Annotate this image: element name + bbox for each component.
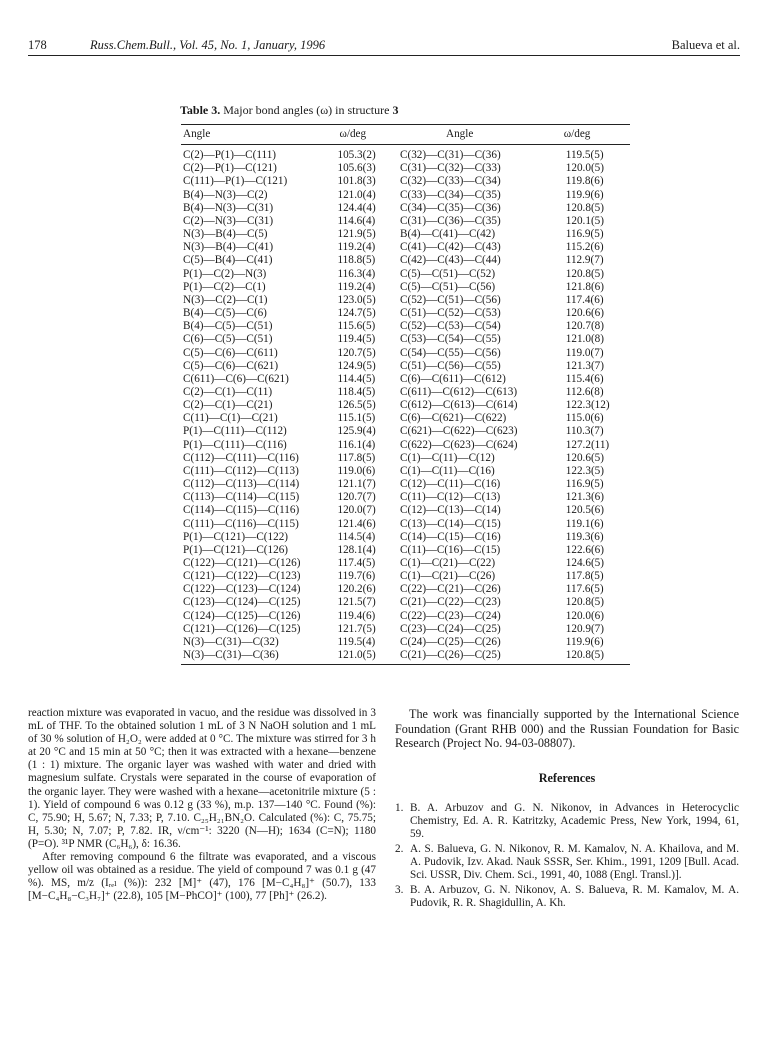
angle-cell: C(622)—C(623)—C(624): [400, 438, 518, 451]
angle-value-cell: 120.6(5): [565, 451, 604, 464]
angle-cell: C(121)—C(122)—C(123): [183, 570, 301, 583]
angle-value-cell: 116.3(4): [337, 267, 376, 280]
table-row: [398, 189, 630, 202]
angle-cell: B(4)—C(5)—C(6): [183, 307, 267, 320]
table-caption-label: Table 3.: [180, 103, 221, 117]
angle-value-cell: 117.8(5): [565, 570, 604, 583]
angle-cell: C(611)—C(6)—C(621): [183, 372, 289, 385]
running-authors: [672, 38, 740, 53]
table-row: [398, 254, 630, 267]
angle-value-cell: 120.9(7): [565, 622, 604, 635]
angle-value-cell: 120.8(5): [548, 649, 630, 665]
angle-value-cell: 105.6(3): [337, 162, 376, 175]
table-row: [398, 583, 630, 596]
angle-value-cell: 119.0(7): [565, 346, 604, 359]
angle-value-cell: 119.1(6): [565, 517, 604, 530]
angle-cell: P(1)—C(121)—C(126): [183, 543, 289, 556]
table-row: [398, 228, 630, 241]
angle-value-cell: 116.9(5): [565, 478, 604, 491]
angle-value-cell: 120.7(7): [337, 491, 376, 504]
table-row: [181, 307, 413, 320]
table-row: [398, 145, 630, 163]
angle-value-cell: 122.3(5): [565, 464, 604, 477]
table-row: [398, 596, 630, 609]
angle-cell: N(3)—C(2)—C(1): [183, 293, 268, 306]
angle-value-cell: 101.8(3): [337, 175, 376, 188]
table-row: [398, 386, 630, 399]
table-caption-text: Major bond angles (ω) in structure: [220, 103, 393, 117]
angle-cell: B(4)—N(3)—C(2): [183, 188, 268, 201]
angle-value-cell: 126.5(5): [337, 399, 376, 412]
table-row: [398, 478, 630, 491]
angle-value-cell: 120.7(8): [565, 320, 604, 333]
angle-cell: C(23)—C(24)—C(25): [400, 622, 501, 635]
table-row: [181, 491, 413, 504]
angle-value-cell: 115.2(6): [565, 241, 604, 254]
table-row: [181, 623, 413, 636]
angle-cell: C(5)—B(4)—C(41): [183, 254, 273, 267]
angle-cell: C(112)—C(111)—C(116): [183, 451, 299, 464]
table-row: [398, 333, 630, 346]
reference-item: [395, 802, 739, 841]
angle-value-cell: 119.3(6): [565, 530, 604, 543]
body-text-left: [28, 707, 376, 903]
angle-cell: B(4)—C(5)—C(51): [183, 320, 273, 333]
column-header-angle: Angle: [181, 125, 317, 145]
table-row: [181, 570, 413, 583]
angle-value-cell: 122.6(6): [565, 543, 604, 556]
table-header-row: [181, 125, 413, 145]
angle-cell: C(5)—C(6)—C(621): [183, 359, 279, 372]
table-row: [398, 636, 630, 649]
angle-value-cell: 123.0(5): [337, 293, 376, 306]
column-header-angle: Angle: [398, 125, 548, 145]
table-row: [181, 215, 413, 228]
body-paragraph: reaction mixture was evaporated in vacuo, and the residue was dissolved in 3 mL of THF. To the obtained solution 1 mL of 3 N NaOH solution and 1 mL of 30 % solution of H₂O₂ were added at 0 °C. The mixture was stirred for 3 h at 20 °C and 15 min at 50 °C; then it was extracted with a hexane—benzene (1 : 1) mixture. The organic layer was washed with water and dried with magnesium sulfate. Crystals were separated in the course of evaporation of the organic layer. They were washed with a hexane—acetonitrile mixture (5 : 1). Yield of compound 6 was 0.12 g (33 %), m.p. 137—140 °C. Found (%): C, 75.90; H, 5.67; N, 7.33; P, 7.10. C₂₅H₂₁BN₂O. Calculated (%): C, 75.75; H, 5.30; N, 7.07; P, 7.82. IR, ν/cm⁻¹: 3220 (N—H); 1634 (C=N); 1180 (P=O). ³¹P NMR (C₆H₆), δ: 16.36.: [28, 707, 376, 850]
angle-cell: C(2)—P(1)—C(111): [183, 149, 277, 162]
angle-cell: C(612)—C(613)—C(614): [400, 399, 518, 412]
table-row: [398, 531, 630, 544]
angle-cell: B(4)—C(41)—C(42): [400, 228, 496, 241]
angle-cell: P(1)—C(2)—N(3): [183, 267, 267, 280]
table-row: [181, 583, 413, 596]
angle-cell: C(122)—C(121)—C(126): [183, 557, 301, 569]
table-row: [398, 215, 630, 228]
angle-value-cell: 114.4(5): [337, 372, 376, 385]
table-row: [181, 610, 413, 623]
angle-value-cell: 112.6(8): [565, 385, 604, 398]
journal-citation: Russ.Chem.Bull., Vol. 45, No. 1, January, 1996: [90, 38, 326, 52]
angle-value-cell: 121.4(6): [337, 517, 376, 530]
angle-cell: C(124)—C(125)—C(126): [183, 609, 301, 622]
angle-value-cell: 120.5(6): [565, 504, 604, 517]
angle-cell: N(3)—B(4)—C(5): [183, 228, 268, 241]
table-row: [398, 373, 630, 386]
table-row: [181, 636, 413, 649]
table-row: [398, 399, 630, 412]
angle-cell: C(32)—C(31)—C(36): [400, 149, 501, 162]
angle-value-cell: 120.8(5): [565, 201, 604, 214]
angle-value-cell: 120.0(6): [565, 609, 604, 622]
table-row: [398, 439, 630, 452]
bond-angle-table-right: [398, 124, 630, 665]
angle-cell: C(53)—C(54)—C(55): [400, 333, 501, 346]
angle-value-cell: 119.2(4): [337, 280, 376, 293]
angle-cell: C(51)—C(56)—C(55): [400, 359, 501, 372]
page-number: 178: [28, 38, 47, 52]
angle-value-cell: 118.8(5): [337, 254, 376, 267]
angle-cell: C(52)—C(51)—C(56): [400, 293, 501, 306]
angle-value-cell: 116.9(5): [565, 228, 604, 241]
angle-cell: C(121)—C(126)—C(125): [183, 622, 301, 635]
table-row: [181, 162, 413, 175]
angle-cell: C(12)—C(13)—C(14): [400, 504, 501, 517]
angle-cell: C(6)—C(5)—C(51): [183, 333, 273, 346]
table-row: [398, 202, 630, 215]
angle-cell: C(611)—C(612)—C(613): [400, 385, 518, 398]
angle-cell: C(1)—C(21)—C(22): [400, 557, 496, 569]
angle-cell: C(1)—C(11)—C(12): [400, 451, 495, 464]
angle-value-cell: 120.2(6): [337, 583, 376, 596]
table-row: [181, 478, 413, 491]
angle-value-cell: 119.0(6): [337, 464, 376, 477]
angle-value-cell: 121.7(5): [337, 622, 376, 635]
angle-value-cell: 119.9(6): [565, 188, 604, 201]
angle-cell: C(54)—C(55)—C(56): [400, 346, 501, 359]
angle-value-cell: 119.8(6): [565, 175, 604, 188]
angle-cell: C(114)—C(115)—C(116): [183, 504, 300, 517]
table-row: [181, 294, 413, 307]
table-row: [398, 557, 630, 570]
angle-cell: C(11)—C(12)—C(13): [400, 491, 501, 504]
angle-cell: C(112)—C(113)—C(114): [183, 478, 300, 491]
angle-cell: C(11)—C(16)—C(15): [400, 543, 501, 556]
table-row: [398, 570, 630, 583]
angle-cell: P(1)—C(111)—C(112): [183, 425, 287, 438]
table-row: [181, 241, 413, 254]
angle-value-cell: 115.4(6): [565, 372, 604, 385]
table-row: [181, 320, 413, 333]
bond-angle-table-left: [181, 124, 413, 665]
column-header-deg: ω/deg: [548, 125, 630, 145]
references-heading: References: [538, 770, 596, 785]
angle-value-cell: 120.0(7): [337, 504, 376, 517]
reference-number: 1.: [395, 801, 404, 814]
table-row: [398, 544, 630, 557]
table-row: [398, 623, 630, 636]
table-row: [181, 649, 413, 665]
angle-value-cell: 124.7(5): [337, 307, 376, 320]
table-row: [181, 202, 413, 215]
angle-value-cell: 120.1(5): [565, 214, 604, 227]
body-text-right: [395, 707, 739, 913]
angle-cell: C(1)—C(21)—C(26): [400, 570, 496, 583]
angle-cell: C(5)—C(6)—C(611): [183, 346, 278, 359]
angle-value-cell: 117.6(5): [565, 583, 604, 596]
angle-value-cell: 121.0(5): [317, 649, 413, 665]
angle-value-cell: 120.0(5): [565, 162, 604, 175]
angle-cell: C(42)—C(43)—C(44): [400, 254, 501, 267]
angle-value-cell: 121.5(7): [337, 596, 376, 609]
angle-value-cell: 124.9(5): [337, 359, 376, 372]
table-row: [398, 307, 630, 320]
angle-value-cell: 119.5(5): [565, 149, 604, 162]
table-row: [398, 504, 630, 517]
angle-cell: C(2)—N(3)—C(31): [183, 214, 274, 227]
angle-value-cell: 119.7(6): [337, 570, 376, 583]
table-row: [181, 360, 413, 373]
angle-cell: N(3)—C(31)—C(32): [183, 635, 279, 648]
table-caption: [180, 103, 398, 118]
angle-cell: C(2)—C(1)—C(21): [183, 399, 273, 412]
angle-value-cell: 119.4(6): [337, 609, 376, 622]
angle-cell: C(51)—C(52)—C(53): [400, 307, 501, 320]
angle-value-cell: 115.6(5): [337, 320, 376, 333]
angle-value-cell: 121.0(8): [565, 333, 604, 346]
angle-value-cell: 117.4(5): [337, 557, 376, 569]
table-row: [181, 347, 413, 360]
table-row: [181, 465, 413, 478]
angle-value-cell: 120.8(5): [565, 267, 604, 280]
angle-cell: C(6)—C(611)—C(612): [400, 372, 506, 385]
table-row: [181, 386, 413, 399]
table-row: [398, 518, 630, 531]
reference-text: B. A. Arbuzov, G. N. Nikonov, A. S. Balueva, R. M. Kamalov, M. A. Pudovik, R. R. Shagidullin, A. Kh.: [410, 884, 739, 910]
angle-cell: C(13)—C(14)—C(15): [400, 517, 501, 530]
angle-cell: C(32)—C(33)—C(34): [400, 175, 501, 188]
table-row: [398, 347, 630, 360]
table-row: [181, 145, 413, 163]
angle-cell: B(4)—N(3)—C(31): [183, 201, 274, 214]
angle-value-cell: 105.3(2): [337, 149, 376, 162]
acknowledgment: The work was financially supported by the International Science Foundation (Grant RHB 000) and the Russian Foundation for Basic Research (Project No. 94-03-08807).: [395, 707, 739, 751]
angle-cell: C(31)—C(36)—C(35): [400, 214, 501, 227]
angle-cell: C(22)—C(21)—C(26): [400, 583, 501, 596]
angle-cell: C(111)—C(112)—C(113): [183, 464, 299, 477]
angle-cell: C(21)—C(26)—C(25): [398, 649, 548, 665]
angle-cell: C(34)—C(35)—C(36): [400, 201, 501, 214]
table-header-row: [398, 125, 630, 145]
table-row: [181, 333, 413, 346]
table-row: [181, 452, 413, 465]
table-row: [398, 649, 630, 665]
angle-cell: N(3)—B(4)—C(41): [183, 241, 274, 254]
angle-cell: P(1)—C(111)—C(116): [183, 438, 287, 451]
angle-cell: C(21)—C(22)—C(23): [400, 596, 501, 609]
angle-value-cell: 121.8(6): [565, 280, 604, 293]
table-row: [181, 281, 413, 294]
angle-cell: C(1)—C(11)—C(16): [400, 464, 495, 477]
angle-value-cell: 119.5(4): [337, 635, 376, 648]
angle-cell: C(22)—C(23)—C(24): [400, 609, 501, 622]
angle-value-cell: 115.1(5): [337, 412, 376, 425]
angle-value-cell: 128.1(4): [337, 543, 376, 556]
angle-value-cell: 125.9(4): [337, 425, 376, 438]
header-rule: [28, 55, 740, 56]
table-row: [398, 241, 630, 254]
angle-value-cell: 117.4(6): [565, 293, 604, 306]
angle-cell: C(123)—C(124)—C(125): [183, 596, 301, 609]
angle-cell: P(1)—C(2)—C(1): [183, 280, 266, 293]
table-row: [398, 465, 630, 478]
table-row: [181, 518, 413, 531]
angle-cell: P(1)—C(121)—C(122): [183, 530, 289, 543]
angle-cell: C(111)—C(116)—C(115): [183, 517, 299, 530]
angle-value-cell: 112.9(7): [565, 254, 604, 267]
angle-value-cell: 127.2(11): [565, 438, 610, 451]
reference-item: [395, 843, 739, 882]
table-row: [398, 452, 630, 465]
table-row: [181, 268, 413, 281]
table-row: [181, 254, 413, 267]
table-row: [181, 399, 413, 412]
angle-cell: C(2)—P(1)—C(121): [183, 162, 277, 175]
angle-value-cell: 120.7(5): [337, 346, 376, 359]
table-row: [181, 544, 413, 557]
angle-cell: C(6)—C(621)—C(622): [400, 412, 507, 425]
angle-value-cell: 119.4(5): [337, 333, 376, 346]
references-list: [395, 802, 739, 911]
table-row: [398, 175, 630, 188]
table-row: [181, 557, 413, 570]
angle-value-cell: 120.8(5): [565, 596, 604, 609]
angle-value-cell: 122.3(12): [565, 399, 610, 412]
angle-cell: C(621)—C(622)—C(623): [400, 425, 518, 438]
running-header: [28, 38, 740, 56]
table-row: [398, 320, 630, 333]
angle-cell: N(3)—C(31)—C(36): [181, 649, 317, 665]
table-row: [181, 531, 413, 544]
column-header-deg: ω/deg: [317, 125, 413, 145]
angle-cell: C(12)—C(11)—C(16): [400, 478, 501, 491]
table-row: [398, 294, 630, 307]
authors-text: Balueva et al.: [671, 38, 740, 52]
angle-cell: C(2)—C(1)—C(11): [183, 385, 273, 398]
angle-cell: C(5)—C(51)—C(52): [400, 267, 496, 280]
angle-value-cell: 124.6(5): [565, 557, 604, 569]
table-row: [398, 425, 630, 438]
table-row: [181, 439, 413, 452]
table-row: [181, 596, 413, 609]
angle-value-cell: 118.4(5): [337, 385, 376, 398]
reference-number: 2.: [395, 843, 404, 856]
angle-value-cell: 110.3(7): [565, 425, 604, 438]
angle-cell: C(24)—C(25)—C(26): [400, 635, 501, 648]
angle-value-cell: 121.3(7): [565, 359, 604, 372]
angle-cell: C(33)—C(34)—C(35): [400, 188, 501, 201]
reference-text: B. A. Arbuzov and G. N. Nikonov, in Advances in Heterocyclic Chemistry, Ed. A. R. Katritzky, Academic Press, New York, 1994, 61, 59.: [410, 801, 739, 840]
angle-value-cell: 120.6(6): [565, 307, 604, 320]
angle-value-cell: 121.0(4): [337, 188, 376, 201]
table-row: [181, 175, 413, 188]
reference-item: [395, 884, 739, 910]
table-row: [181, 373, 413, 386]
angle-value-cell: 116.1(4): [337, 438, 376, 451]
angle-cell: C(5)—C(51)—C(56): [400, 280, 496, 293]
angle-cell: C(11)—C(1)—C(21): [183, 412, 278, 425]
angle-cell: C(113)—C(114)—C(115): [183, 491, 300, 504]
angle-cell: C(52)—C(53)—C(54): [400, 320, 501, 333]
table-row: [398, 412, 630, 425]
reference-number: 3.: [395, 884, 404, 897]
angle-cell: C(122)—C(123)—C(124): [183, 583, 301, 596]
body-paragraph: After removing compound 6 the filtrate was evaporated, and a viscous yellow oil was obtained as a residue. The yield of compound 7 was 0.1 g (47 %). MS, m/z (Iᵣₑₗ (%)): 232 [M]⁺ (47), 176 [M−C₄H₈]⁺ (50.7), 133 [M−C₄H₈−C₃H₇]⁺ (22.8), 105 [M−PhCO]⁺ (100), 77 [Ph]⁺ (26.2).: [28, 851, 376, 903]
angle-value-cell: 115.0(6): [565, 412, 604, 425]
angle-cell: C(111)—P(1)—C(121): [183, 175, 288, 188]
table-row: [398, 162, 630, 175]
angle-value-cell: 121.9(5): [337, 228, 376, 241]
table-caption-number: 3: [392, 103, 399, 117]
table-row: [398, 491, 630, 504]
reference-text: A. S. Balueva, G. N. Nikonov, R. M. Kamalov, N. A. Khailova, and M. A. Pudovik, Izv. Akad. Nauk SSSR, Ser. Khim., 1991, 1209 [Bull. Acad. Sci. USSR, Div. Chem. Sci., 1991, 40, 1088 (Engl. Transl.)].: [410, 843, 739, 882]
angle-value-cell: 119.2(4): [337, 241, 376, 254]
angle-value-cell: 114.6(4): [337, 214, 376, 227]
angle-value-cell: 117.8(5): [337, 451, 376, 464]
angle-value-cell: 114.5(4): [337, 530, 376, 543]
table-row: [181, 228, 413, 241]
table-row: [181, 504, 413, 517]
angle-cell: C(41)—C(42)—C(43): [400, 241, 501, 254]
table-row: [398, 610, 630, 623]
table-row: [398, 281, 630, 294]
angle-value-cell: 121.1(7): [337, 478, 376, 491]
angle-cell: C(14)—C(15)—C(16): [400, 530, 501, 543]
table-row: [181, 189, 413, 202]
table-row: [181, 412, 413, 425]
angle-value-cell: 121.3(6): [565, 491, 604, 504]
table-row: [398, 268, 630, 281]
angle-cell: C(31)—C(32)—C(33): [400, 162, 501, 175]
angle-value-cell: 124.4(4): [337, 201, 376, 214]
table-row: [398, 360, 630, 373]
table-row: [181, 425, 413, 438]
angle-value-cell: 119.9(6): [565, 635, 604, 648]
